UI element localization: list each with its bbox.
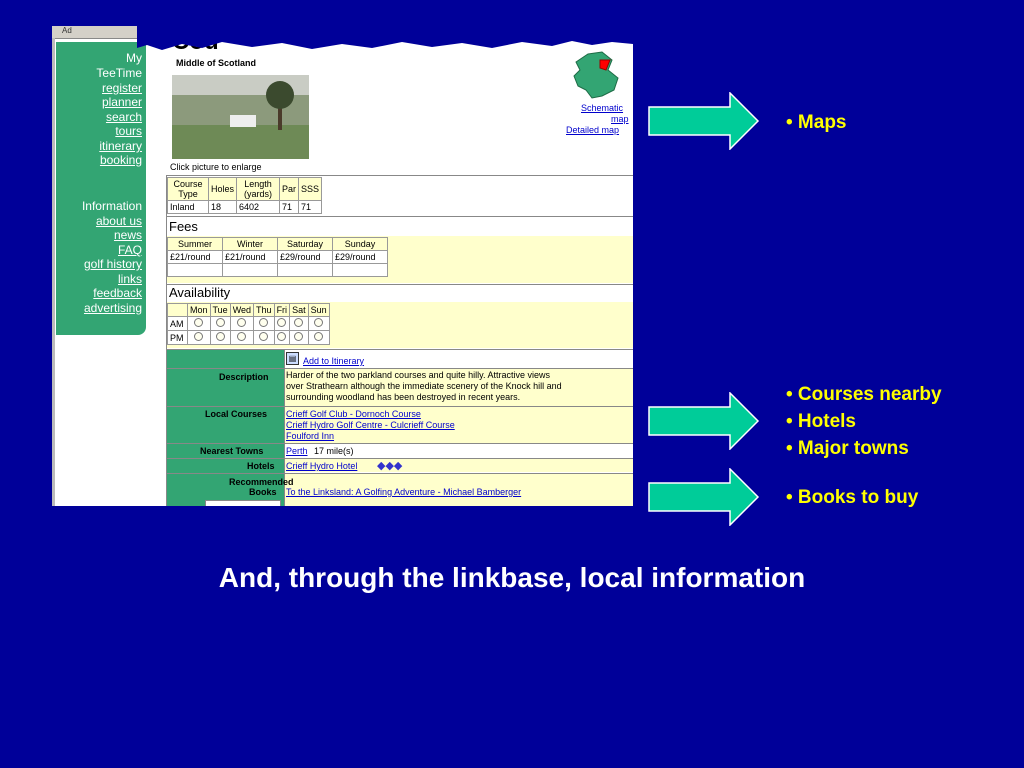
divider [167,406,633,407]
schematic-map-link-2[interactable]: map [611,114,629,124]
holes-value: 18 [209,201,237,214]
availability-icon[interactable] [259,332,268,341]
fee-saturday-header: Saturday [278,238,333,251]
scotland-map-icon[interactable] [568,50,626,102]
availability-icon[interactable] [314,332,323,341]
nav-itinerary[interactable]: itinerary [99,139,142,153]
hotel-rating-icon: ◆◆◆ [377,460,403,472]
town-link[interactable]: Perth [286,446,308,456]
hotel-link[interactable]: Crieff Hydro Hotel [286,461,358,471]
course-photo[interactable] [172,75,309,159]
col-sss: SSS [299,178,322,201]
nav-booking[interactable]: booking [99,153,142,167]
recommended-books-label-2: Books [249,487,277,497]
availability-icon[interactable] [194,332,203,341]
section-information: Information [81,199,142,213]
slot-am: AM [168,317,188,331]
availability-icon[interactable] [237,332,246,341]
day-mon: Mon [188,304,211,317]
book-link[interactable]: To the Linksland: A Golfing Adventure - Michael Bamberger [286,487,522,497]
divider [167,443,633,444]
nav-feedback[interactable]: feedback [93,286,142,300]
add-to-itinerary-link[interactable]: Add to Itinerary [303,356,365,366]
recommended-books-label-1: Recommended [229,477,294,487]
nav-register[interactable]: register [101,81,142,95]
fee-winter: £21/round [223,251,278,264]
availability-icon[interactable] [294,318,303,327]
slide-caption: And, through the linkbase, local information [218,562,806,593]
enlarge-hint: Click picture to enlarge [170,162,262,172]
arrow-right-icon [648,468,760,526]
bullet-major-towns: • Major towns [786,438,909,459]
nav-planner[interactable]: planner [101,95,142,109]
itinerary-icon[interactable]: ▤ [286,352,299,365]
address-fragment: Ad [62,26,72,35]
availability-icon[interactable] [216,332,225,341]
fee-sunday: £29/round [333,251,388,264]
town-distance: 17 mile(s) [314,446,354,456]
availability-icon[interactable] [194,318,203,327]
nav-links[interactable]: links [117,272,142,286]
torn-edge [52,26,633,66]
nav-faq[interactable]: FAQ [117,243,142,257]
nav-golf-history[interactable]: golf history [83,257,142,271]
nearest-towns-label: Nearest Towns [200,446,264,456]
day-tue: Tue [210,304,230,317]
slot-pm: PM [168,331,188,345]
course-info-table [167,177,322,214]
book-thumbnail[interactable] [205,500,281,506]
hotels-label: Hotels [247,461,275,471]
local-course-link[interactable]: Foulford Inn [286,431,335,441]
nav-search[interactable]: search [105,110,142,124]
divider [167,349,633,350]
col-course-type: Course Type [173,179,203,199]
availability-icon[interactable] [314,318,323,327]
local-course-link[interactable]: Crieff Golf Club - Dornoch Course [286,409,421,419]
day-fri: Fri [274,304,290,317]
schematic-map-link[interactable]: Schematic [581,103,624,113]
sss-value: 71 [299,201,322,214]
availability-icon[interactable] [294,332,303,341]
fee-summer: £21/round [168,251,223,264]
brand-teetime: TeeTime [96,66,142,80]
par-value: 71 [280,201,299,214]
local-courses-label: Local Courses [205,409,268,419]
fee-winter-header: Winter [223,238,278,251]
detailed-map-link[interactable]: Detailed map [566,125,620,135]
availability-icon[interactable] [277,318,286,327]
bullet-books-to-buy: • Books to buy [786,487,919,508]
fee-sunday-header: Sunday [333,238,388,251]
col-length: Length (yards) [244,179,273,199]
brand-my: My [126,51,142,65]
window-left-edge [52,38,55,506]
bullet-hotels: • Hotels [786,411,856,432]
divider [167,175,633,176]
page-subtitle: Middle of Scotland [176,58,256,68]
nav-about-us[interactable]: about us [95,214,142,228]
day-thu: Thu [254,304,275,317]
nav-tours[interactable]: tours [115,124,142,138]
description-line-1: Harder of the two parkland courses and quite hilly. Attractive views [286,370,550,380]
description-line-3: surrounding woodland has been destroyed in recent years. [286,392,521,402]
website-screenshot [52,26,633,506]
length-value: 6402 [237,201,280,214]
fees-table [167,237,388,277]
col-holes: Holes [209,178,237,201]
fees-heading: Fees [169,219,198,234]
nav-advertising[interactable]: advertising [83,301,142,315]
day-wed: Wed [230,304,253,317]
arrow-right-icon [648,392,760,450]
divider [167,284,633,285]
availability-icon[interactable] [259,318,268,327]
day-sat: Sat [290,304,309,317]
course-type-value: Inland [168,201,209,214]
availability-heading: Availability [169,285,231,300]
availability-icon[interactable] [237,318,246,327]
col-par: Par [280,178,299,201]
fee-saturday: £29/round [278,251,333,264]
bullet-maps: • Maps [786,112,847,133]
day-sun: Sun [308,304,329,317]
description-label: Description [219,372,269,382]
nav-news[interactable]: news [113,228,142,242]
local-course-link[interactable]: Crieff Hydro Golf Centre - Culcrieff Course [286,420,455,430]
divider [167,473,633,474]
description-line-2: over Strathearn although the immediate scenery of the Knock hill and [286,381,562,391]
divider [167,368,633,369]
availability-table [167,303,330,345]
sidebar [56,42,146,335]
fee-summer-header: Summer [168,238,223,251]
arrow-right-icon [648,92,760,150]
bullet-courses-nearby: • Courses nearby [786,384,942,405]
divider [167,216,633,217]
availability-icon[interactable] [216,318,225,327]
availability-icon[interactable] [277,332,286,341]
